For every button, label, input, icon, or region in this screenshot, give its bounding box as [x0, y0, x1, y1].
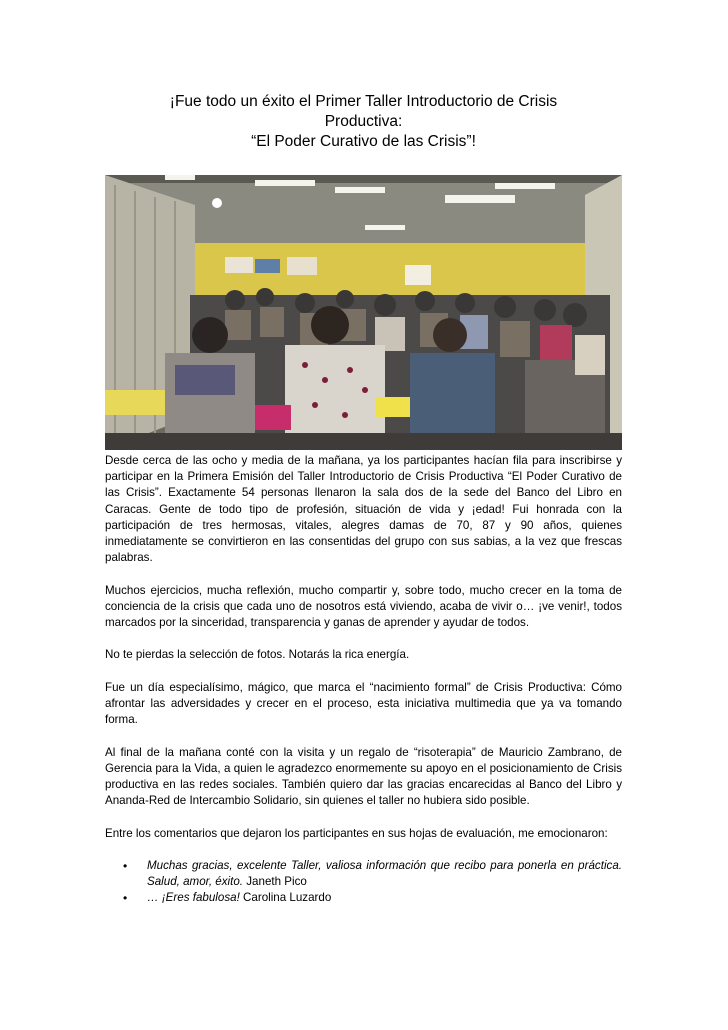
list-item	[105, 890, 622, 906]
comment-author: Carolina Luzardo	[239, 891, 332, 905]
comment-quote: Muchas gracias, excelente Taller, valiosa información que recibo para ponerla en práctica. Salud, amor, éxito.	[147, 858, 622, 889]
bullet-icon: •	[123, 891, 128, 906]
paragraph-2: Muchos ejercicios, mucha reflexión, mucho compartir y, sobre todo, mucho crecer en la toma de conciencia de la crisis que cada uno de nosotros está viviendo, acaba de vivir o… ¡ve venir!, todos marcados por la sinceridad, transparencia y ganas de aprender y ayudar de todos.	[105, 583, 622, 630]
workshop-photo	[105, 175, 622, 450]
article-body	[105, 453, 622, 907]
bullet-icon: •	[123, 858, 128, 873]
title-line-1: ¡Fue todo un éxito el Primer Taller Introductorio de Crisis	[169, 93, 558, 110]
title-line-2: Productiva:	[324, 113, 403, 130]
page-title	[105, 92, 622, 152]
list-item	[105, 858, 622, 890]
comments-list	[105, 858, 622, 907]
paragraph-6: Entre los comentarios que dejaron los participantes en sus hojas de evaluación, me emocionaron:	[105, 826, 608, 840]
title-line-3: “El Poder Curativo de las Crisis”!	[251, 133, 476, 150]
photo-icon	[105, 175, 622, 450]
paragraph-5: Al final de la mañana conté con la visita y un regalo de “risoterapia” de Mauricio Zambrano, de Gerencia para la Vida, a quien le agradezco enormemente su apoyo en el posicionamiento de Crisis productiva en las redes sociales. También quiero dar las gracias encarecidas al Banco del Libro y Ananda-Red de Intercambio Solidario, sin quienes el taller no hubiera sido posible.	[105, 745, 622, 808]
paragraph-4: Fue un día especialísimo, mágico, que marca el “nacimiento formal” de Crisis Productiva: Cómo afrontar las adversidades y crecer en el proceso, esta iniciativa multimedia que ya va tomando forma.	[105, 680, 622, 727]
comment-author: Janeth Pico	[243, 875, 307, 889]
paragraph-1: Desde cerca de las ocho y media de la mañana, ya los participantes hacían fila para inscribirse y participar en la Primera Emisión del Taller Introductorio de Crisis Productiva “El Poder Curativo de las Crisis”. Exactamente 54 personas llenaron la sala dos de la sede del Banco del Libro en Caracas. Gente de todo tipo de profesión, situación de vida y ¡edad! Fui honrada con la participación de tres hermosas, vitales, alegres damas de 70, 87 y 90 años, quienes inmediatamente se convirtieron en las consentidas del grupo con sus sabias, a la vez que frescas palabras.	[105, 454, 622, 565]
paragraph-3: No te pierdas la selección de fotos. Notarás la rica energía.	[105, 648, 410, 662]
comment-quote: … ¡Eres fabulosa!	[147, 891, 240, 905]
